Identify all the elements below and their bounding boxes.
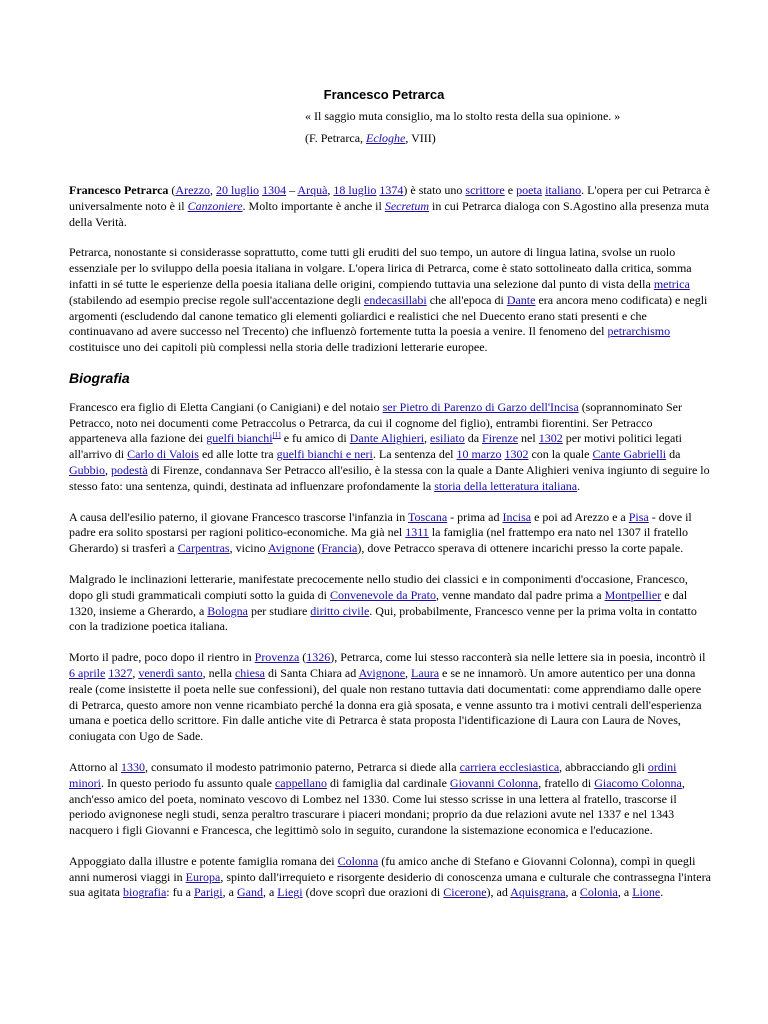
- wiki-link[interactable]: Carpentras: [177, 541, 230, 556]
- text-run: .: [660, 885, 664, 900]
- text-run: : fu a: [166, 885, 194, 900]
- wiki-link[interactable]: Avignone: [267, 541, 315, 556]
- text-run: da: [464, 431, 483, 446]
- text-run: , a: [565, 885, 580, 900]
- wiki-link[interactable]: Pisa: [628, 509, 649, 524]
- wiki-link[interactable]: 1311: [405, 525, 429, 540]
- wiki-link[interactable]: Dante: [506, 292, 536, 307]
- wiki-link[interactable]: chiesa: [234, 665, 265, 680]
- wiki-link[interactable]: 1304: [262, 183, 287, 197]
- text-run: . Molto importante è anche il: [242, 198, 385, 213]
- text-run: per studiare: [247, 603, 311, 618]
- wiki-link[interactable]: guelfi bianchi: [206, 431, 273, 446]
- text-run: . La sentenza del: [372, 447, 457, 462]
- text-run: e: [504, 183, 517, 197]
- wiki-link[interactable]: petrarchismo: [607, 324, 671, 339]
- wiki-link[interactable]: storia della letteratura italiana: [434, 478, 578, 493]
- wiki-link[interactable]: Aquisgrana: [510, 885, 566, 900]
- text-run: ,: [405, 665, 412, 680]
- text-run: , nella: [202, 665, 235, 680]
- text-run: . Qui, probabilmente, Francesco venne per la prima volta in contatto con la tradizione poetica italiana.: [69, 603, 697, 634]
- wiki-link[interactable]: scrittore: [465, 183, 505, 197]
- text-run: , venne mandato dal padre prima a: [435, 587, 605, 602]
- text-run: in cui Petrarca dialoga con S.Agostino alla presenza muta della Verità.: [69, 198, 709, 229]
- text-run: , spinto dall'irrequieto e risorgente desiderio di conoscenza umana e culturale che contrassegna l'intera sua agitata: [69, 869, 711, 900]
- wiki-link[interactable]: Cante Gabrielli: [592, 447, 667, 462]
- wiki-link[interactable]: Montpellier: [604, 587, 662, 602]
- text-run: .: [577, 478, 581, 493]
- wiki-link[interactable]: Avignone: [358, 665, 406, 680]
- text-run: di famiglia dal cardinale: [326, 775, 450, 790]
- text-run: Morto il padre, poco dopo il rientro in: [69, 650, 255, 665]
- paragraph: [69, 854, 711, 901]
- text-run: di Firenze, condannava Ser Petracco all'esilio, è la stessa con la quale a Dante Alighieri veniva ingiunto di seguire lo stesso fato: una sentenza, quindi, destinata ad influenzare profondamente la: [69, 462, 710, 493]
- text-run: la famiglia (nel frattempo era nato nel 1307 il fratello Gherardo) si trasferì a: [69, 525, 689, 556]
- text-run: ), dove Petracco sperava di ottenere incarichi presso la corte papale.: [357, 541, 684, 556]
- text-run: Petrarca, nonostante si considerasse soprattutto, come tutti gli eruditi del suo tempo, un autore di lingua latina, svolse un ruolo essenziale per lo sviluppo della poesia italiana in volgare. L'opera lirica di Petrarca, come è stato sottolineato dalla critica, somma infatti in sé tutte le esperienze della poesia italiana delle origini, compiendo tuttavia una selezione dal punto di vista della: [69, 245, 692, 291]
- paragraph: [69, 510, 711, 557]
- text-run: (: [314, 541, 322, 556]
- text-run: , fratello di: [538, 775, 595, 790]
- wiki-link[interactable]: 1302: [538, 431, 563, 446]
- paragraph: [69, 183, 711, 230]
- wiki-link[interactable]: italiano: [545, 183, 582, 197]
- text-run: –: [286, 183, 298, 197]
- text-run: (: [168, 183, 176, 197]
- text-run: A causa dell'esilio paterno, il giovane Francesco trascorse l'infanzia in: [69, 509, 408, 524]
- epigraph-quote: « Il saggio muta consiglio, ma lo stolto resta della sua opinione. »: [305, 109, 621, 123]
- citation-link[interactable]: Ecloghe: [366, 131, 406, 145]
- wiki-link[interactable]: biografia: [122, 885, 167, 900]
- wiki-link[interactable]: cappellano: [274, 775, 327, 790]
- wiki-link[interactable]: Arquà: [297, 183, 328, 197]
- wiki-link[interactable]: 6 aprile: [69, 665, 106, 680]
- wiki-link[interactable]: Arezzo: [175, 183, 211, 197]
- wiki-link[interactable]: Europa: [185, 869, 221, 884]
- text-run: e fu amico di: [280, 431, 350, 446]
- text-run: , a: [222, 885, 237, 900]
- text-run: - dove il padre era solito spostarsi per ragioni politico-economiche. Ma già nel: [69, 509, 692, 540]
- text-run: , anch'esso amico del poeta, nominato vescovo di Lombez nel 1330. Come lui stesso scrisse in una lettera al fratello, trascorse il periodo avignonese negli studi, senza peraltro trascurare i piaceri mondani; proprio da due relazioni avute nel 1337 e nel 1343 nacquero i figli Giovanni e Francesca, che legittimò solo in seguito, curandone la sistemazione economica e l'educazione.: [69, 775, 685, 838]
- text-run: ,: [424, 431, 431, 446]
- wiki-link[interactable]: guelfi bianchi e neri: [276, 447, 373, 462]
- wiki-link[interactable]: 20 luglio: [216, 183, 260, 197]
- footnote-ref: [273, 431, 281, 439]
- text-run: nel: [518, 431, 539, 446]
- wiki-link[interactable]: Lione: [632, 885, 661, 900]
- wiki-link[interactable]: Convenevole da Prato: [329, 587, 436, 602]
- text-run: da: [666, 447, 681, 462]
- wiki-link[interactable]: 1374: [379, 183, 404, 197]
- section-heading: Biografia: [69, 369, 130, 386]
- text-run: e se ne innamorò. Un amore autentico per una donna reale (come insistette il poeta nelle sue confessioni), del quale non restano tuttavia dati documentati: come apprendiamo dalle opere di Petrarca, questo amore non venne ricambiato perché la donna era già sposata, e venne assunto tra i motivi centrali dell'esperienza umana e poetica dello scrittore. Fin dalle antiche vite di Petrarca è stata proposta l'identificazione di Laura con Laura de Noves, coniugata con Ugo de Sade.: [69, 665, 702, 744]
- wiki-link[interactable]: Giovanni Colonna: [449, 775, 539, 790]
- wiki-link[interactable]: Toscana: [408, 509, 448, 524]
- text-run: Appoggiato dalla illustre e potente famiglia romana dei: [69, 853, 338, 868]
- text-run: che all'epoca di: [426, 292, 507, 307]
- text-run: (: [299, 650, 307, 665]
- text-run: , abbracciando gli: [559, 759, 648, 774]
- text-run: ,: [327, 183, 334, 197]
- text-run: era ancora meno codificata) e negli argomenti (escludendo dal canone tematico gli elementi goliardici e realistici che nel Duecento erano stati presenti e che continuavano ad avere successo nel Trecento) che influenzò fortemente tutta la poesia a venire. Il fenomeno del: [69, 292, 708, 339]
- wiki-link[interactable]: endecasillabi: [364, 292, 427, 307]
- wiki-link[interactable]: Incisa: [502, 509, 532, 524]
- text-run: ), ad: [486, 885, 511, 900]
- text-run: Malgrado le inclinazioni letterarie, manifestate precocemente nello studio dei classici e in componimenti d'occasione, Francesco, dopo gli studi grammaticali compiuti sotto la guida di: [69, 571, 688, 602]
- wiki-link[interactable]: carriera ecclesiastica: [459, 759, 560, 774]
- wiki-link[interactable]: ordini minori: [69, 759, 677, 790]
- wiki-link[interactable]: 1302: [504, 447, 529, 462]
- paragraph: [69, 572, 711, 635]
- wiki-link[interactable]: Gand: [236, 885, 263, 900]
- text-run: con la quale: [528, 447, 593, 462]
- wiki-link[interactable]: venerdì santo: [138, 665, 203, 680]
- wiki-link[interactable]: diritto civile: [310, 603, 370, 618]
- wiki-link[interactable]: 10 marzo: [456, 447, 502, 462]
- citation-prefix: (F. Petrarca,: [305, 131, 367, 145]
- text-run: , vicino: [229, 541, 268, 556]
- text-run: ed alle lotte tra: [198, 447, 277, 462]
- wiki-link[interactable]: Colonia: [579, 885, 618, 900]
- text-run: (soprannominato Ser Petracco, noto nei documenti come Petraccolus o Petrarca, da cui il cognome del figlio), entrambi fiorentini. Ser Petracco apparteneva alla fazione dei: [69, 399, 682, 446]
- text-run: e poi ad Arezzo e a: [531, 509, 629, 524]
- bold-term: Francesco Petrarca: [69, 183, 169, 197]
- text-run: costituisce uno dei capitoli più complessi nella storia delle tradizioni letterarie europee.: [69, 340, 488, 355]
- wiki-link[interactable]: Francia: [321, 541, 358, 556]
- wiki-link[interactable]: 18 luglio: [333, 183, 377, 197]
- text-run: , consumato il modesto patrimonio paterno, Petrarca si diede alla: [145, 759, 460, 774]
- text-run: , a: [617, 885, 633, 900]
- wiki-link[interactable]: podestà: [111, 462, 148, 477]
- text-run: , a: [262, 885, 278, 900]
- footnote-link[interactable]: [1]: [272, 431, 281, 440]
- wiki-link[interactable]: 1326: [306, 650, 331, 665]
- wiki-link[interactable]: ser Pietro di Parenzo di Garzo dell'Incisa: [382, 399, 579, 414]
- wiki-link[interactable]: Canzoniere: [187, 198, 243, 213]
- text-run: Francesco era figlio di Eletta Cangiani (o Canigiani) e del notaio: [69, 399, 383, 414]
- wiki-link[interactable]: Cicerone: [443, 885, 487, 900]
- text-run: . In questo periodo fu assunto quale: [101, 775, 275, 790]
- text-run: (stabilendo ad esempio precise regole sull'accentazione degli: [69, 292, 365, 307]
- wiki-link[interactable]: Colonna: [337, 853, 379, 868]
- wiki-link[interactable]: esiliato: [430, 431, 465, 446]
- epigraph-citation: [305, 130, 436, 146]
- paragraph: [69, 245, 711, 356]
- wiki-link[interactable]: Gubbio: [69, 462, 105, 477]
- wiki-link[interactable]: Laura: [411, 665, 440, 680]
- text-run: Attorno al: [69, 759, 121, 774]
- wiki-link[interactable]: Dante Alighieri: [349, 431, 425, 446]
- wiki-link[interactable]: Firenze: [482, 431, 519, 446]
- paragraph: [69, 400, 711, 495]
- wiki-link[interactable]: 1327: [108, 665, 133, 680]
- text-run: ), Petrarca, come lui stesso racconterà sia nelle lettere sia in poesia, incontrò il: [330, 650, 706, 665]
- text-run: (fu amico anche di Stefano e Giovanni Colonna), compì in quegli anni numerosi viaggi in: [69, 853, 696, 884]
- wiki-link[interactable]: Liegi: [277, 885, 303, 900]
- paragraph: [69, 760, 711, 839]
- page-title: Francesco Petrarca: [323, 87, 445, 102]
- text-run: ,: [210, 183, 217, 197]
- text-run: di Santa Chiara ad: [264, 665, 359, 680]
- text-run: (dove scoprì due orazioni di: [302, 885, 444, 900]
- article-body: [69, 183, 711, 916]
- wiki-link[interactable]: Giacomo Colonna: [594, 775, 682, 790]
- text-run: . L'opera per cui Petrarca è universalmente noto è il: [69, 183, 710, 213]
- citation-suffix: , VIII): [405, 131, 436, 145]
- wiki-link[interactable]: Secretum: [384, 198, 430, 213]
- text-run: ,: [105, 462, 111, 477]
- text-run: e dal 1320, insieme a Gherardo, a: [69, 587, 688, 618]
- wiki-link[interactable]: poeta: [516, 183, 543, 197]
- paragraph: [69, 650, 711, 745]
- text-run: ,: [132, 665, 139, 680]
- text-run: ) è stato uno: [403, 183, 466, 197]
- wiki-link[interactable]: Carlo di Valois: [127, 447, 199, 462]
- wiki-link[interactable]: Bologna: [207, 603, 248, 618]
- text-run: - prima ad: [447, 509, 503, 524]
- wiki-link[interactable]: metrica: [653, 276, 690, 291]
- wiki-link[interactable]: 1330: [121, 759, 145, 774]
- wiki-link[interactable]: Parigi: [193, 885, 223, 900]
- wiki-link[interactable]: Provenza: [254, 650, 300, 665]
- text-run: per motivi politici legati all'arrivo di: [69, 431, 683, 462]
